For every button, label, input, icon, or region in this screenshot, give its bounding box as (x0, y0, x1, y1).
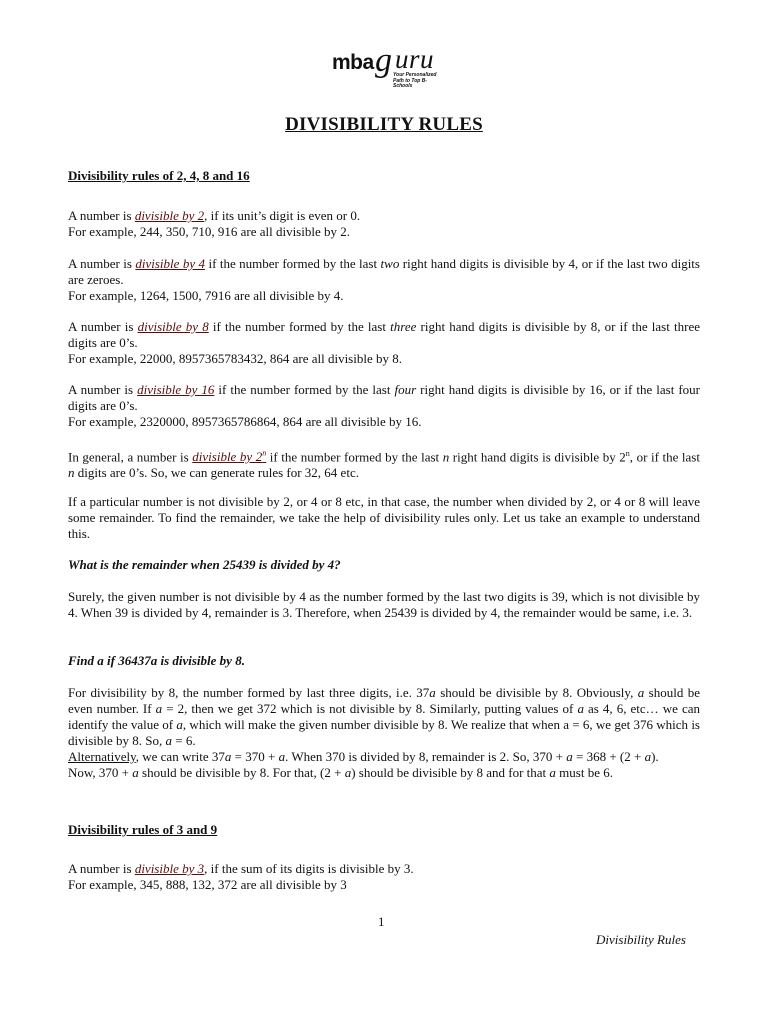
rule-divisible-by-8: A number is divisible by 8 if the number formed by the last three right hand digits is divisible by 8, or if the last three digits are 0’s. For example, 22000, 8957365783432, 864 are all divisible by 8. (68, 319, 700, 366)
logo-tagline: Your Personalized Path to Top B-Schools (393, 72, 437, 89)
logo-mba: mba (332, 51, 374, 74)
mbaguru-logo (332, 44, 442, 96)
rule-divisible-by-2: A number is divisible by 2, if its unit’s digit is even or 0. For example, 244, 350, 710, 916 are all divisible by 2. (68, 208, 361, 239)
example-16: For example, 2320000, 8957365786864, 864 are all divisible by 16. (68, 414, 422, 429)
rule-divisible-by-4: A number is divisible by 4 if the number formed by the last two right hand digits is divisible by 4, or if the last two digits are zeroes. For example, 1264, 1500, 7916 are all divisible by 4. (68, 256, 700, 303)
question-find-a: Find a if 36437a is divisible by 8. (68, 653, 245, 668)
rule-divisible-by-2n: In general, a number is divisible by 2$^n$ if the number formed by the last n right hand digits is divisible by 2$^n$, or if the last n digits are 0’s. So, we can generate rules for 32, 64 etc. (68, 449, 700, 481)
term-divisible-by-2n: divisible by 2$^n$ (192, 449, 267, 465)
page-number: 1 (378, 914, 385, 929)
alternatively-label: Alternatively (68, 749, 136, 764)
page-footer: Divisibility Rules (596, 932, 686, 947)
example-3: For example, 345, 888, 132, 372 are all divisible by 3 (68, 877, 347, 892)
section-heading-3-9: Divisibility rules of 3 and 9 (68, 822, 218, 837)
logo-g: g (375, 42, 392, 79)
remainder-intro-paragraph: If a particular number is not divisible by 2, or 4 or 8 etc, in that case, the number when divided by 2, or 4 or 8 will leave some remainder. To find the remainder, we take the help of divisibility rules only. Let us take an example to understand this. (68, 494, 700, 541)
rule-divisible-by-16: A number is divisible by 16 if the number formed by the last four right hand digits is divisible by 16, or if the last four digits are 0’s. For example, 2320000, 8957365786864, 864 are all divisible by 16. (68, 382, 700, 429)
question-remainder-25439: What is the remainder when 25439 is divided by 4? (68, 557, 341, 572)
answer-remainder-25439: Surely, the given number is not divisible by 4 as the number formed by the last two digits is 39, which is not divisible by 4. When 39 is divided by 4, remainder is 3. Therefore, when 25439 is divided by 4, the remainder would be same, i.e. 3. (68, 589, 700, 620)
term-divisible-by-4: divisible by 4 (135, 256, 206, 271)
term-divisible-by-8: divisible by 8 (137, 319, 209, 334)
example-8: For example, 22000, 8957365783432, 864 are all divisible by 8. (68, 351, 402, 366)
term-divisible-by-3: divisible by 3 (134, 861, 205, 876)
logo-uru: uru (395, 44, 435, 74)
term-divisible-by-2: divisible by 2 (134, 208, 205, 223)
page-title: DIVISIBILITY RULES (285, 114, 483, 135)
term-divisible-by-16: divisible by 16 (137, 382, 215, 397)
example-2: For example, 244, 350, 710, 916 are all divisible by 2. (68, 224, 350, 239)
rule-divisible-by-3: A number is divisible by 3, if the sum of its digits is divisible by 3. For example, 345, 888, 132, 372 are all divisible by 3 (68, 861, 414, 892)
answer-find-a: For divisibility by 8, the number formed by last three digits, i.e. 37a should be divisible by 8. Obviously, a should be even number. If a = 2, then we get 372 which is not divisible by 8. Similarly, putting values of a as 4, 6, etc… we can identify the value of a, which will make the given number divisible by 8. We realize that when a = 6, we get 376 which is divisible by 8. So, a = 6. Alternatively, we can write 37a = 370 + a. When 370 is divided by 8, remainder is 2. So, 370 + a = 368 + (2 + a). Now, 370 + a should be divisible by 8. For that, (2 + a) should be divisible by 8 and for that a must be 6. (68, 685, 700, 780)
example-4: For example, 1264, 1500, 7916 are all divisible by 4. (68, 288, 344, 303)
section-heading-2-4-8-16: Divisibility rules of 2, 4, 8 and 16 (68, 168, 250, 183)
